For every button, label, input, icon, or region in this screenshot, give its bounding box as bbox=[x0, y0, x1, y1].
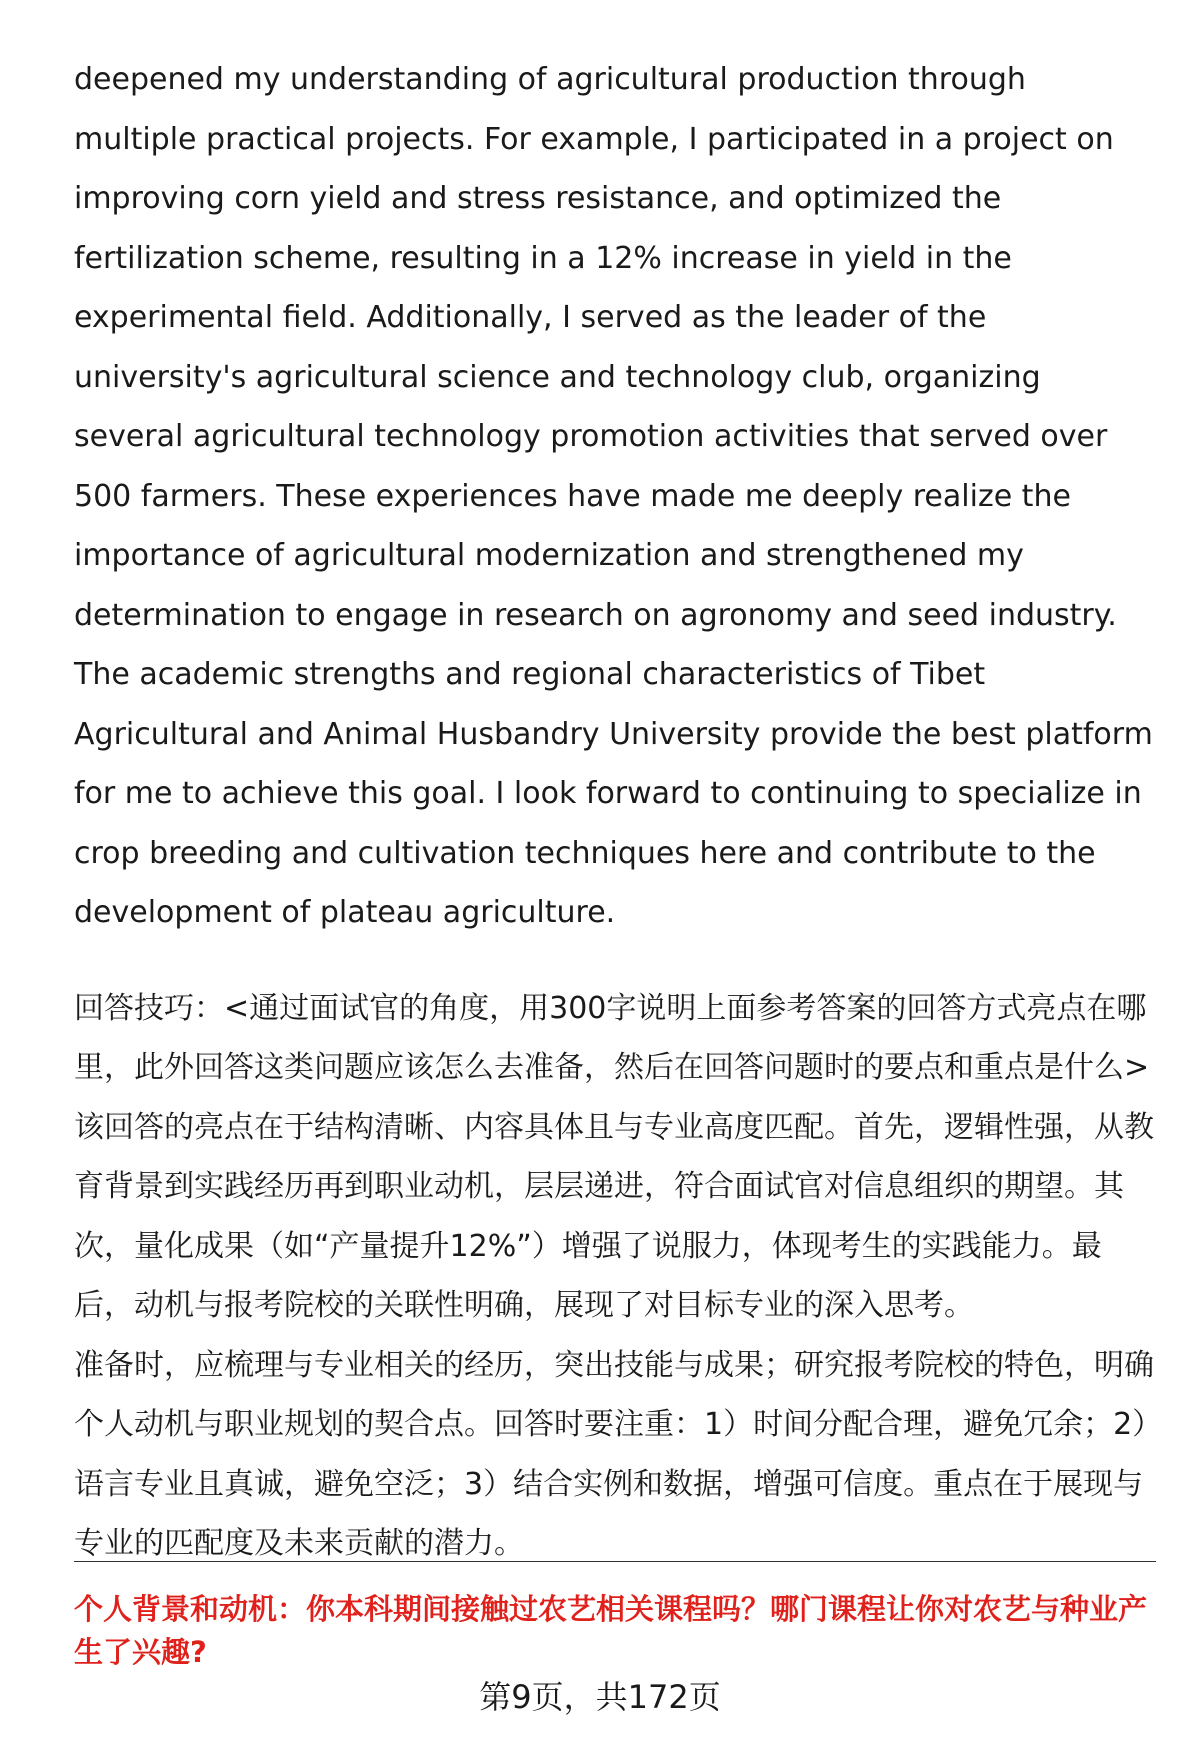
tips-paragraph-preparation: 准备时，应梳理与专业相关的经历，突出技能与成果；研究报考院校的特色，明确个人动机与职业规划的契合点。回答时要注重：1）时间分配合理，避免冗余；2）语言专业且真诚，避免空泛；3）结合实例和数据，增强可信度。重点在于展现与专业的匹配度及未来贡献的潜力。 bbox=[74, 1347, 1154, 1561]
page-number: 第9页，共172页 bbox=[479, 1678, 721, 1716]
document-body bbox=[74, 50, 1156, 1574]
section-divider bbox=[74, 1561, 1156, 1562]
next-question-heading: 个人背景和动机：你本科期间接触过农艺相关课程吗？哪门课程让你对农艺与种业产生了兴趣? bbox=[74, 1592, 1148, 1669]
tips-heading: 回答技巧：<通过面试官的角度，用300字说明上面参考答案的回答方式亮点在哪里，此外回答这类问题应该怎么去准备，然后在回答问题时的要点和重点是什么> bbox=[74, 990, 1150, 1085]
english-answer-paragraph: deepened my understanding of agricultural production through multiple practical projects. For example, I participated in a project on improving corn yield and stress resistance, and optimized the fertilization scheme, resulting in a 12% increase in yield in the experimental field. Additionally, I served as the leader of the university's agricultural science and technology club, organizing several agricultural technology promotion activities that served over 500 farmers. These experiences have made me deeply realize the importance of agricultural modernization and strengthened my determination to engage in research on agronomy and seed industry. The academic strengths and regional characteristics of Tibet Agricultural and Animal Husbandry University provide the best platform for me to achieve this goal. I look forward to continuing to specialize in crop breeding and cultivation techniques here and contribute to the development of plateau agriculture. bbox=[74, 62, 1153, 930]
tips-paragraph-highlights: 该回答的亮点在于结构清晰、内容具体且与专业高度匹配。首先，逻辑性强，从教育背景到实践经历再到职业动机，层层递进，符合面试官对信息组织的期望。其次，量化成果（如“产量提升12%”）增强了说服力，体现考生的实践能力。最后，动机与报考院校的关联性明确，展现了对目标专业的深入思考。 bbox=[74, 1109, 1154, 1323]
answer-tips-section bbox=[74, 979, 1156, 1574]
